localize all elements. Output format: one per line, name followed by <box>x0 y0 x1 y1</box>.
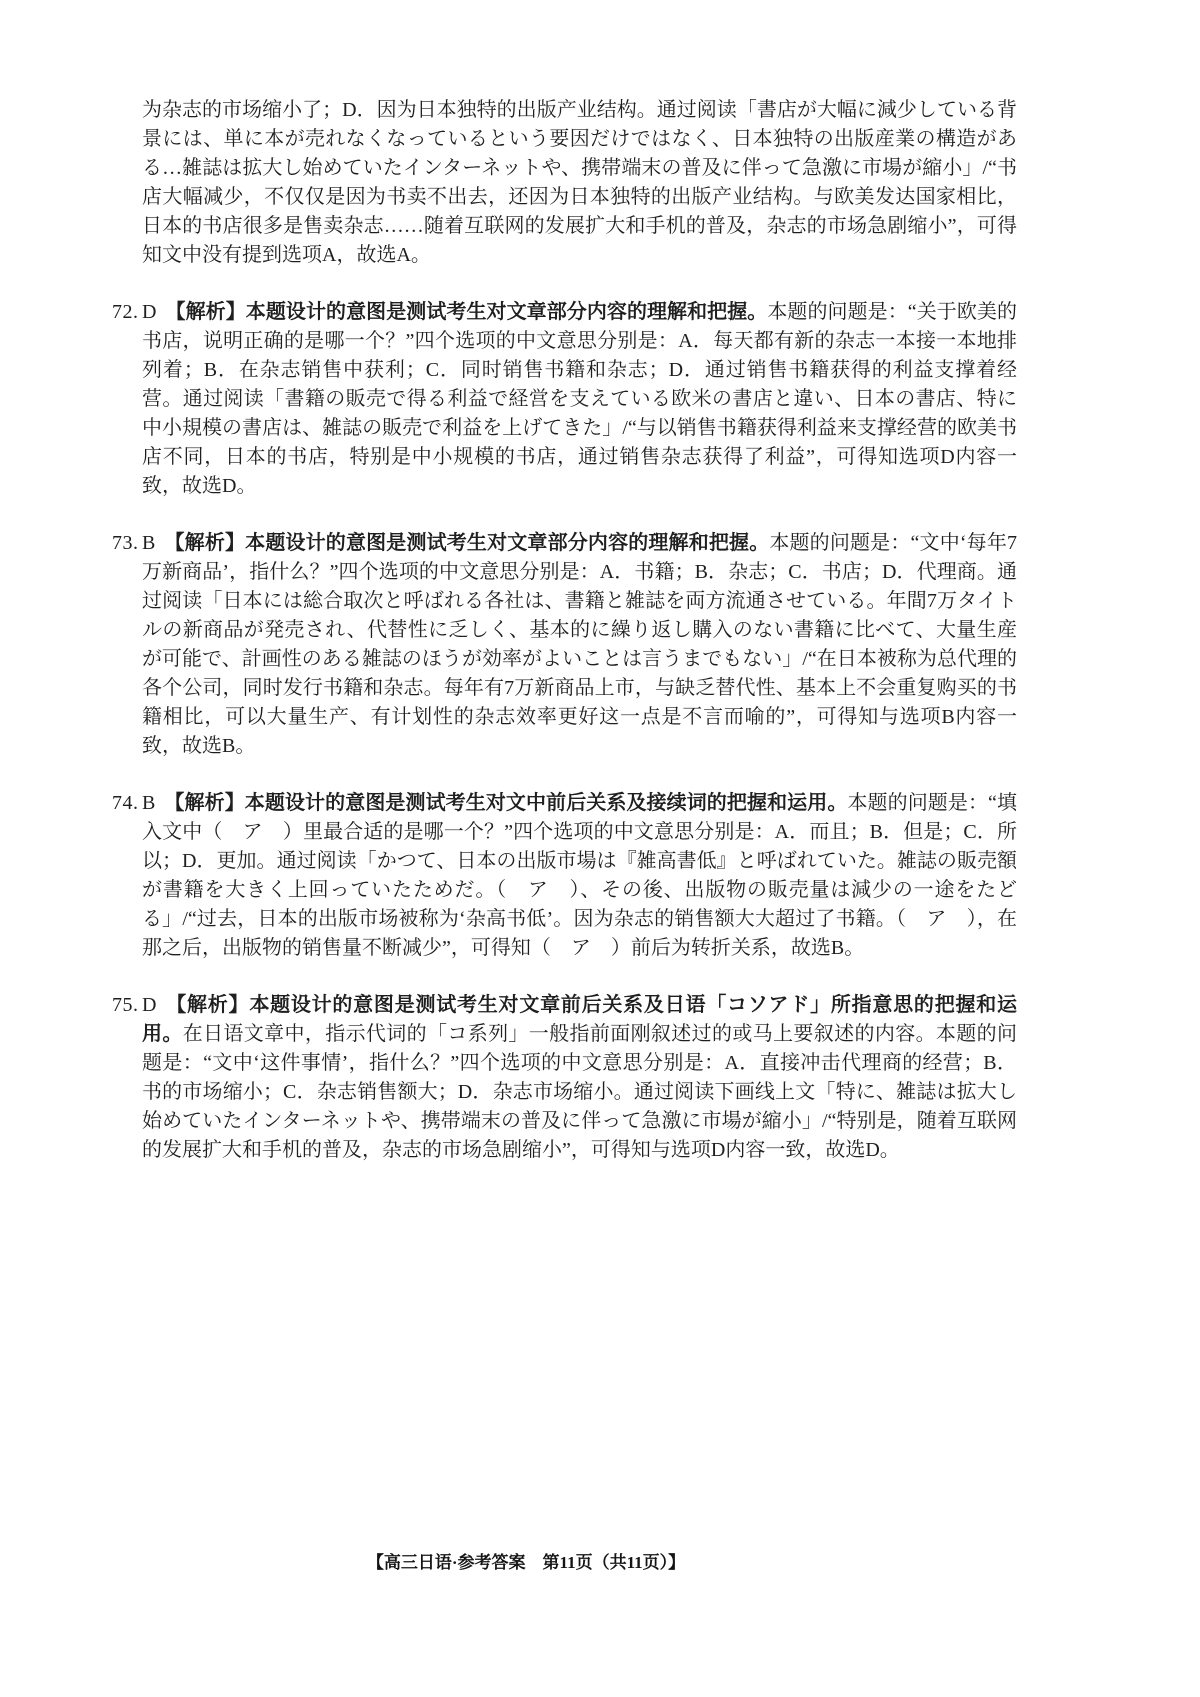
analysis-intro-text: 本题设计的意图是测试考生对文章部分内容的理解和把握。 <box>245 301 768 323</box>
analysis-tag: 【解析】 <box>164 532 246 554</box>
explanation-text: 本题的问题是：“文中‘每年7万新商品’，指什么？”四个选项的中文意思分别是：A．书籍；B．杂志；C．书店；D．代理商。通过阅读「日本には総合取次と呼ばれる各社は、書籍と雑誌を両方流通させている。年間7万タイトルの新商品が発売され、代替性に乏しく、基本的に繰り返し購入のない書籍に比べて、大量生産が可能で、計画性のある雑誌のほうが効率がよいことは言うまでもない」/“在日本被称为总代理的各个公司，同时发行书籍和杂志。每年有7万新商品上市，与缺乏替代性、基本上不会重复购买的书籍相比，可以大量生产、有计划性的杂志效率更好这一点是不言而喻的”，可得知与选项B内容一致，故选B。 <box>142 532 1017 757</box>
answer-letter: D <box>142 301 157 323</box>
question-explanation <box>142 789 1017 963</box>
question-74 <box>112 789 1018 963</box>
continuation-text: 为杂志的市场缩小了；D．因为日本独特的出版产业结构。通过阅读「書店が大幅に減少している背景には、単に本が売れなくなっているという要因だけではなく、日本独特の出版産業の構造がある…雑誌は拡大し始めていたインターネットや、携帯端末の普及に伴って急激に市場が縮小」/“书店大幅减少，不仅仅是因为书卖不出去，还因为日本独特的出版产业结构。与欧美发达国家相比，日本的书店很多是售卖杂志……随着互联网的发展扩大和手机的普及，杂志的市场急剧缩小”，可得知文中没有提到选项A，故选A。 <box>142 99 1017 266</box>
page-footer <box>0 1548 1052 1573</box>
continuation-block <box>142 96 1017 270</box>
analysis-tag: 【解析】 <box>165 301 246 323</box>
question-explanation <box>142 298 1017 501</box>
analysis-tag: 【解析】 <box>164 792 245 814</box>
explanation-text: 在日语文章中，指示代词的「コ系列」一般指前面刚叙述过的或马上要叙述的内容。本题的问题是：“文中‘这件事情’，指什么？”四个选项的中文意思分别是：A．直接冲击代理商的经营；B．书的市场缩小；C．杂志销售额大；D．杂志市场缩小。通过阅读下画线上文「特に、雑誌は拡大し始めていたインターネットや、携帯端末の普及に伴って急激に市場が縮小」/“特别是，随着互联网的发展扩大和手机的普及，杂志的市场急剧缩小”，可得知与选项D内容一致，故选D。 <box>142 1023 1018 1161</box>
answer-letter: D <box>142 994 157 1016</box>
analysis-intro <box>164 792 847 814</box>
analysis-intro-text: 本题设计的意图是测试考生对文章部分内容的理解和把握。 <box>245 532 770 554</box>
answer-letter: B <box>142 792 156 814</box>
question-number: 74. <box>112 792 139 814</box>
analysis-intro-text: 本题设计的意图是测试考生对文章前后关系及日语「コソアド」所指意思的把握和运用。 <box>142 994 1018 1045</box>
content-area <box>112 96 1018 1193</box>
analysis-intro <box>164 532 769 554</box>
question-number: 75. <box>112 994 139 1016</box>
question-73 <box>112 529 1017 761</box>
analysis-tag: 【解析】 <box>165 994 250 1016</box>
continuation-paragraph <box>142 96 1017 270</box>
analysis-intro <box>165 301 767 323</box>
analysis-intro-text: 本题设计的意图是测试考生对文中前后关系及接续词的把握和运用。 <box>244 792 848 814</box>
question-75 <box>112 991 1018 1165</box>
explanation-text: 本题的问题是：“填入文中（ ア ）里最合适的是哪一个？”四个选项的中文意思分别是：A．而且；B．但是；C．所以；D．更加。通过阅读「かつて、日本の出版市場は『雑高書低』と呼ばれていた。雑誌の販売額が書籍を大きく上回っていたためだ。（ ア ）、その後、出版物の販売量は減少の一途をたどる」/“过去，日本的出版市场被称为‘杂高书低’。因为杂志的销售额大大超过了书籍。（ ア ），在那之后，出版物的销售量不断减少”，可得知（ ア ）前后为转折关系，故选B。 <box>142 792 1018 959</box>
question-number: 72. <box>112 301 139 323</box>
question-explanation <box>142 991 1017 1165</box>
question-explanation <box>142 529 1017 761</box>
footer-text: 【高三日语·参考答案 第11页（共11页）】 <box>366 1553 686 1572</box>
question-72 <box>112 298 1017 501</box>
question-number: 73. <box>112 532 139 554</box>
explanation-text: 本题的问题是：“关于欧美的书店，说明正确的是哪一个？”四个选项的中文意思分别是：A．每天都有新的杂志一本接一本地排列着；B．在杂志销售中获利；C．同时销售书籍和杂志；D．通过销售书籍获得的利益支撑着经营。通过阅读「書籍の販売で得る利益で経営を支えている欧米の書店と違い、日本の書店、特に中小規模の書店は、雑誌の販売で利益を上げてきた」/“与以销售书籍获得利益来支撑经营的欧美书店不同，日本的书店，特别是中小规模的书店，通过销售杂志获得了利益”，可得知选项D内容一致，故选D。 <box>142 301 1017 497</box>
answer-letter: B <box>142 532 156 554</box>
